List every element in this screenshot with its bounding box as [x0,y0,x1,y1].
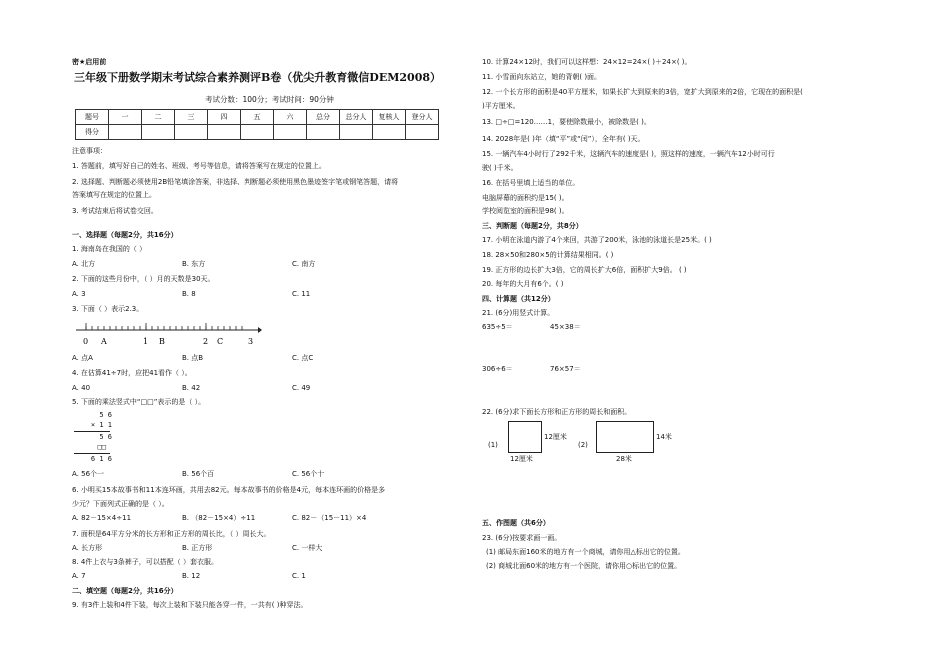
axis-label: 1 [143,337,149,346]
question-16a: 电脑屏幕的面积约是15( )。 [482,194,569,202]
axis-label: 2 [203,337,209,346]
option[interactable]: B. 东方 [182,260,206,268]
calc-line: 5 6 [99,433,112,441]
calc-rule [74,431,110,432]
section-heading: 二、填空题（每题2分，共16分） [72,587,178,595]
table-cell: 五 [241,110,274,125]
question-12: 12. 一个长方形的面积是40平方厘米，如果长扩大到原来的3倍，宽扩大到原来的2倍，它现在的面积是( [482,88,803,96]
question-11: 11. 小雪面向东站立，她的背朝( )面。 [482,73,602,81]
question-7: 7. 面积是64平方分米的长方形和正方形的周长比，（ ）周长大。 [72,530,271,538]
table-cell[interactable] [175,125,208,140]
question-13: 13. □÷□=120……1，要使除数最小，被除数是( )。 [482,118,651,126]
arrow-icon [258,327,262,333]
table-cell: 得分 [76,125,109,140]
question-4: 4. 在估算41÷7时，应把41看作（ ）。 [72,369,192,377]
score-table-score-row [76,125,439,140]
note-item: 2. 选择题、判断题必须使用2B铅笔填涂答案，非选择、判断题必须使用黑色墨迹签字笔或钢笔答题，请将 [72,178,399,186]
option[interactable]: B. 点B [182,354,204,362]
option[interactable]: B. 12 [182,572,201,580]
exam-title: 三年级下册数学期末考试综合素养测评B卷（优尖升教育微信DEM2008） [74,71,442,84]
question-16: 16. 在括号里填上适当的单位。 [482,179,580,187]
table-cell[interactable] [340,125,373,140]
square-figure [508,421,542,453]
option[interactable]: A. 56个一 [72,470,105,478]
option[interactable]: C. 56个十 [292,470,325,478]
calc-line: 6 1 6 [90,455,112,463]
calc-rule [74,453,110,454]
section-heading: 一、选择题（每题2分，共16分） [72,231,178,239]
secret-label: 密★启用前 [72,58,107,66]
question-6: 6. 小明买15本故事书和11本连环画，共用去82元。每本故事书的价格是4元，每本连环画的价格是多 [72,486,386,494]
calc-item: 306÷6＝ [482,365,513,373]
rectangle-figure [596,421,654,453]
note-item: 1. 答题前，填写好自己的姓名、班级、考号等信息，请将答案写在规定的位置上。 [72,162,326,170]
question-18: 18. 28×50和280×5的计算结果相同。( ) [482,251,614,259]
calc-item: 635÷5＝ [482,323,513,331]
question-1: 1. 海南岛在我国的（ ） [72,245,147,253]
question-16b: 学校阅览室的面积是98( )。 [482,207,569,215]
option[interactable]: A. 7 [72,572,86,580]
option[interactable]: C. 一样大 [292,544,323,552]
option[interactable]: A. 北方 [72,260,96,268]
option[interactable]: A. 点A [72,354,93,362]
option[interactable]: B. （82－15×4）÷11 [182,514,256,522]
question-20: 20. 每年的大月有6个。( ) [482,280,564,288]
question-9: 9. 有3件上装和4件下装，每次上装和下装只能各穿一件，一共有( )种穿法。 [72,601,308,609]
question-23b: (2) 商城北面60米的地方有一个医院，请你用○标出它的位置。 [486,562,682,570]
section-heading: 五、作图题（共6分） [482,519,550,527]
axis-label: 3 [248,337,254,346]
question-6-cont: 少元？下面列式正确的是（ ）。 [72,500,169,508]
question-21: 21. (6分)用竖式计算。 [482,309,555,317]
calc-line: □□ [97,443,106,451]
question-14: 14. 2028年是( )年（填“平”或“闰”），全年有( )天。 [482,135,645,143]
figure-dimension: 12厘米 [510,455,533,463]
option[interactable]: C. 南方 [292,260,316,268]
table-cell[interactable] [208,125,241,140]
table-cell[interactable] [274,125,307,140]
section-heading: 四、计算题（共12分） [482,295,555,303]
option[interactable]: A. 40 [72,384,91,392]
option[interactable]: B. 56个百 [182,470,215,478]
notes-heading: 注意事项： [72,147,107,155]
question-15-cont: 驶( )千米。 [482,164,518,172]
table-cell: 四 [208,110,241,125]
question-3: 3. 下面（ ）表示2.3。 [72,305,144,313]
table-cell: 二 [142,110,175,125]
note-item: 3. 考试结束后将试卷交回。 [72,207,158,215]
table-cell[interactable] [373,125,406,140]
question-23a: (1) 邮局东面160米的地方有一个商城，请你用△标出它的位置。 [486,548,685,556]
table-cell: 复核人 [373,110,406,125]
vertical-multiplication [74,411,114,465]
table-cell[interactable] [406,125,439,140]
table-cell: 总分 [307,110,340,125]
axis-label: A [101,337,107,346]
question-22: 22. (6分)求下面长方形和正方形的周长和面积。 [482,408,632,416]
option[interactable]: B. 正方形 [182,544,213,552]
question-15: 15. 一辆汽车4小时行了292千米，这辆汽车的速度是( )，照这样的速度，一辆汽车12小时可行 [482,150,775,158]
figure-dimension: 12厘米 [544,433,567,441]
table-cell: 题号 [76,110,109,125]
question-17: 17. 小明在泳道内游了4个来回，共游了200米，泳池的泳道长是25米。( ) [482,236,712,244]
score-table-header-row [76,110,439,125]
option[interactable]: A. 82－15×4÷11 [72,514,132,522]
figure-dimension: 14米 [656,433,672,441]
calc-item: 76×57＝ [550,365,581,373]
option[interactable]: C. 点C [292,354,314,362]
option[interactable]: B. 42 [182,384,201,392]
option[interactable]: A. 3 [72,290,86,298]
exam-meta: 考试分数：100分；考试时间：90分钟 [205,95,334,104]
axis-label: 0 [83,337,89,346]
option[interactable]: B. 8 [182,290,196,298]
question-12-cont: )平方厘米。 [482,102,520,110]
table-cell: 登分人 [406,110,439,125]
table-cell[interactable] [142,125,175,140]
table-cell: 总分人 [340,110,373,125]
figure-label: (1) [488,441,498,449]
figure-dimension: 28米 [616,455,632,463]
option[interactable]: C. 11 [292,290,311,298]
table-cell[interactable] [307,125,340,140]
table-cell: 三 [175,110,208,125]
calc-line: × 1 1 [90,421,112,429]
figure-label: (2) [578,441,588,449]
number-line [72,318,262,348]
option[interactable]: C. 49 [292,384,311,392]
option[interactable]: C. 82－（15－11）×4 [292,514,367,522]
score-table [75,109,439,140]
calc-line: 5 6 [99,411,112,419]
note-item: 答案填写在规定的位置上。 [72,191,156,199]
option[interactable]: C. 1 [292,572,306,580]
question-2: 2. 下面的这些月份中，（ ）月的天数是30天。 [72,275,215,283]
question-19: 19. 正方形的边长扩大3倍，它的周长扩大6倍，面积扩大9倍。 ( ) [482,266,687,274]
question-23: 23. (6分)按要求画一画。 [482,534,562,542]
axis-label: C [217,337,224,346]
question-10: 10. 计算24×12时，我们可以这样想：24×12=24×( )＋24×( )。 [482,58,692,66]
question-5: 5. 下面的乘法竖式中“□□”表示的是（ ）。 [72,398,206,406]
table-cell: 六 [274,110,307,125]
table-cell[interactable] [241,125,274,140]
number-line-ticks [86,323,242,330]
table-cell[interactable] [109,125,142,140]
calc-item: 45×38＝ [550,323,581,331]
table-cell: 一 [109,110,142,125]
axis-label: B [159,337,165,346]
question-8: 8. 4件上衣与3条裤子，可以搭配（ ）套衣服。 [72,558,219,566]
option[interactable]: A. 长方形 [72,544,103,552]
section-heading: 三、判断题（每题2分，共8分） [482,222,583,230]
